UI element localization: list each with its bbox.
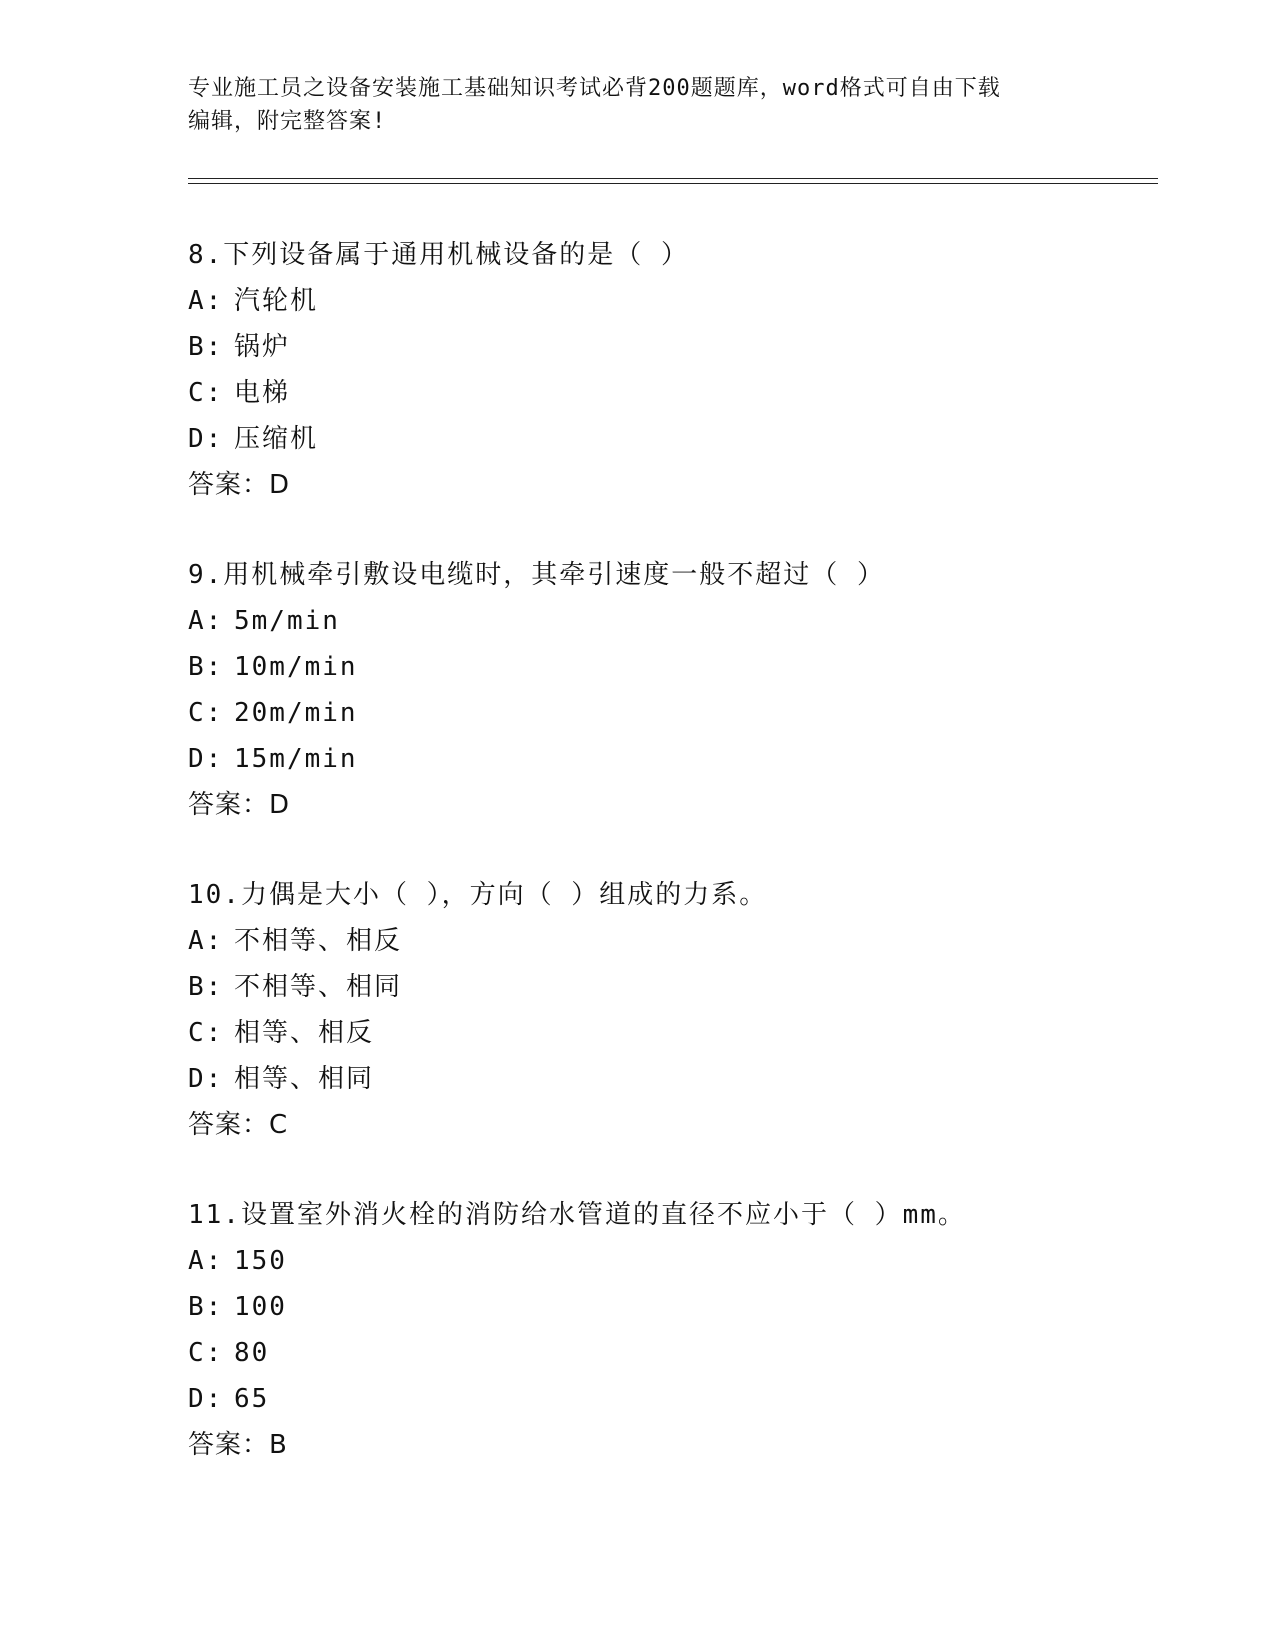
option-text: 不相等、相同 xyxy=(234,972,403,1002)
option-text: 压缩机 xyxy=(234,424,319,454)
option-letter: A: xyxy=(188,286,224,316)
option-letter: C: xyxy=(188,1338,224,1368)
answer-line: 答案：D xyxy=(188,790,291,820)
option-letter: B: xyxy=(188,972,224,1002)
option-letter: B: xyxy=(188,1292,224,1322)
option-a xyxy=(188,1238,1168,1284)
question-title: 9.用机械牵引敷设电缆时，其牵引速度一般不超过（ ） xyxy=(188,560,885,590)
option-text: 20m/min xyxy=(234,698,358,728)
option-text: 15m/min xyxy=(234,744,358,774)
answer-line: 答案：C xyxy=(188,1110,289,1140)
option-letter: A: xyxy=(188,926,224,956)
question-title: 11.设置室外消火栓的消防给水管道的直径不应小于（ ）mm。 xyxy=(188,1200,966,1230)
option-letter: A: xyxy=(188,1246,224,1276)
option-c xyxy=(188,1010,1168,1056)
answer-line: 答案：D xyxy=(188,470,291,500)
option-c xyxy=(188,370,1168,416)
option-text: 电梯 xyxy=(234,378,291,408)
option-letter: B: xyxy=(188,332,224,362)
option-text: 100 xyxy=(234,1292,287,1322)
question-block-10 xyxy=(188,872,1168,1148)
option-letter: D: xyxy=(188,744,224,774)
header-divider-bottom xyxy=(188,183,1158,184)
option-b xyxy=(188,964,1168,1010)
option-d xyxy=(188,416,1168,462)
option-b xyxy=(188,644,1168,690)
option-text: 5m/min xyxy=(234,606,340,636)
question-title: 8.下列设备属于通用机械设备的是（ ） xyxy=(188,240,689,270)
document-header xyxy=(188,72,1088,138)
header-line-1: 专业施工员之设备安装施工基础知识考试必背200题题库，word格式可自由下载 xyxy=(188,76,1001,101)
option-d xyxy=(188,736,1168,782)
option-text: 65 xyxy=(234,1384,270,1414)
option-letter: C: xyxy=(188,1018,224,1048)
option-letter: D: xyxy=(188,424,224,454)
option-text: 相等、相同 xyxy=(234,1064,375,1094)
option-d xyxy=(188,1056,1168,1102)
option-letter: C: xyxy=(188,698,224,728)
option-text: 不相等、相反 xyxy=(234,926,403,956)
option-a xyxy=(188,278,1168,324)
option-b xyxy=(188,324,1168,370)
option-text: 10m/min xyxy=(234,652,358,682)
option-text: 汽轮机 xyxy=(234,286,319,316)
option-text: 锅炉 xyxy=(234,332,291,362)
option-d xyxy=(188,1376,1168,1422)
header-line-2: 编辑，附完整答案! xyxy=(188,109,387,134)
option-letter: D: xyxy=(188,1064,224,1094)
option-letter: A: xyxy=(188,606,224,636)
question-block-8 xyxy=(188,232,1168,508)
option-c xyxy=(188,690,1168,736)
option-a xyxy=(188,918,1168,964)
option-text: 80 xyxy=(234,1338,270,1368)
question-block-9 xyxy=(188,552,1168,828)
answer-line: 答案：B xyxy=(188,1430,288,1460)
option-c xyxy=(188,1330,1168,1376)
option-letter: B: xyxy=(188,652,224,682)
header-divider-top xyxy=(188,178,1158,179)
option-b xyxy=(188,1284,1168,1330)
option-text: 相等、相反 xyxy=(234,1018,375,1048)
option-letter: D: xyxy=(188,1384,224,1414)
option-text: 150 xyxy=(234,1246,287,1276)
question-block-11 xyxy=(188,1192,1168,1468)
question-title: 10.力偶是大小（ ），方向（ ）组成的力系。 xyxy=(188,880,768,910)
option-a xyxy=(188,598,1168,644)
option-letter: C: xyxy=(188,378,224,408)
